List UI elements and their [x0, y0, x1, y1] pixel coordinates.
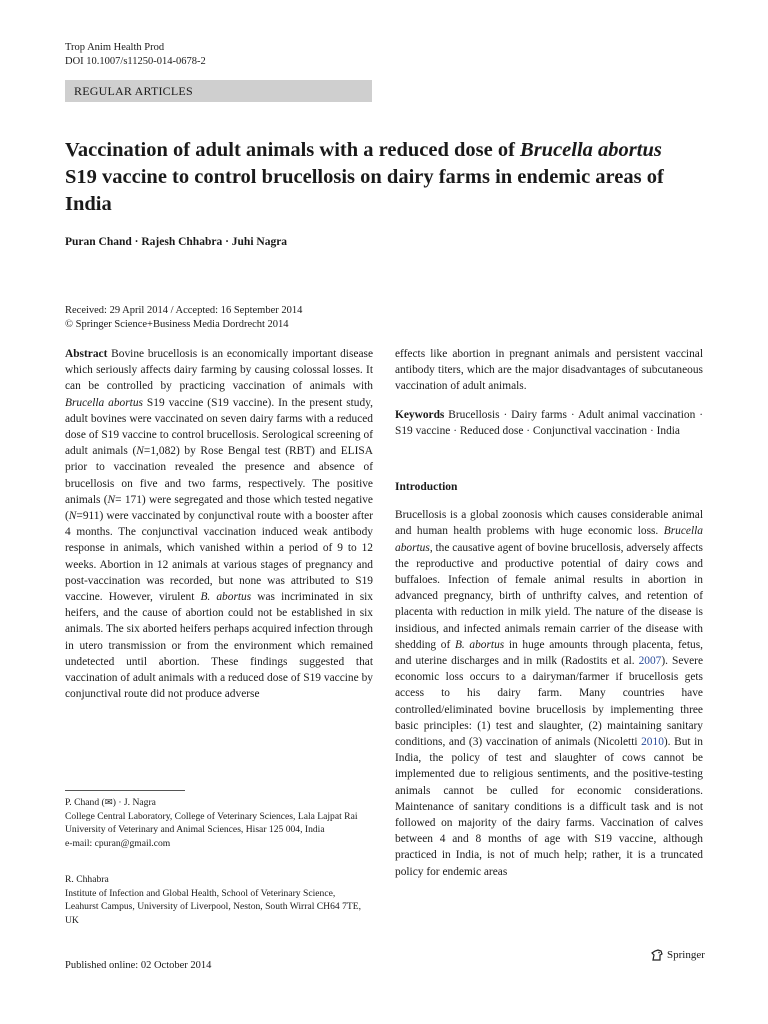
- doi: DOI 10.1007/s11250-014-0678-2: [65, 56, 206, 67]
- reference-link[interactable]: 2007: [638, 655, 662, 668]
- journal-header: [65, 41, 206, 69]
- abstract: Abstract Bovine brucellosis is an economically important disease which seriously affects dairy farming by causing colossal losses. It can be controlled by practicing vaccination of animals with Brucella abortus S19 vaccine (S19 vaccine). In the present study, adult bovines were vaccinated on seven dairy farms with a reduced dose of S19 vaccine to control brucellosis. Serological screening of adult animals (N=1,082) by Rose Bengal test (RBT) and ELISA prior to vaccination revealed the presence and absence of brucellosis on five and two farms, respectively. The positive animals (N= 171) were segregated and those which tested negative (N=911) were vaccinated by conjunctival route with a booster after 4 months. The conjunctival vaccination induced weak antibody response in animals, which vanished within a period of 9 to 12 weeks. Abortion in 12 animals at various stages of pregnancy and post-vaccination was recorded, but none was attributed to S19 vaccine. However, virulent B. abortus was incriminated in six heifers, and the cause of abortion could not be established in six animals. The six aborted heifers perhaps acquired infection through in utero transmission or from the environment which remained undetected until abortion. These findings suggested that vaccination of adult animals with a reduced dose of S19 vaccine by conjunctival route did not produce adverse: [65, 348, 374, 701]
- email[interactable]: e-mail: cpuran@gmail.com: [65, 837, 171, 849]
- received-accepted: Received: 29 April 2014 / Accepted: 16 September 2014: [65, 305, 303, 316]
- keywords: Keywords Brucellosis · Dairy farms · Adult animal vaccination · S19 vaccine · Reduced dose · Conjunctival vaccination · India: [395, 408, 703, 437]
- article-title: Vaccination of adult animals with a reduced dose of Brucella abortus S19 vaccine to control brucellosis on dairy farms in endemic areas of India: [65, 139, 664, 215]
- author-list: Puran Chand · Rajesh Chhabra · Juhi Nagra: [65, 236, 288, 248]
- reference-link[interactable]: 2010: [641, 736, 664, 749]
- footnote-divider: [65, 790, 185, 791]
- section-label: REGULAR ARTICLES: [65, 80, 372, 102]
- publisher-logo: [650, 948, 705, 962]
- publisher-name: Springer: [667, 949, 705, 961]
- affiliation-2: [65, 873, 370, 927]
- abstract-text-continued: was incriminated in six heifers, and the cause of abortion could not be established in six animals. The six aborted heifers perhaps acquired infection through in utero transmission or from the environment which remained undetected until abortion. These findings suggested that vaccination of adult animals with a reduced dose of S19 vaccine by conjunctival route did not produce adverse: [65, 591, 373, 701]
- right-column: [395, 346, 703, 880]
- introduction-heading: Introduction: [395, 481, 458, 494]
- abstract-column: [65, 346, 373, 702]
- abstract-text-end: effects like abortion in pregnant animals and persistent vaccinal antibody titers, which are the major disadvantages of subcutaneous vaccination of adult animals.: [395, 348, 703, 393]
- article-dates: [65, 304, 302, 332]
- affiliation-2-names: R. Chhabra: [65, 874, 109, 885]
- affiliation-1-names: P. Chand (✉) · J. Nagra: [65, 797, 156, 808]
- affiliation-1-address: College Central Laboratory, College of Veterinary Sciences, Lala Lajpat Rai University of Veterinary and Animal Sciences, Hisar 125 004, India: [65, 810, 358, 835]
- journal-name: Trop Anim Health Prod: [65, 42, 165, 53]
- abstract-continued: [395, 346, 703, 395]
- springer-horse-icon: [650, 948, 664, 962]
- keywords-label: Keywords: [395, 408, 445, 421]
- affiliation-2-address: Institute of Infection and Global Health, School of Veterinary Science, Leahurst Campus, University of Liverpool, Neston, South Wirral CH64 7TE, UK: [65, 887, 362, 926]
- introduction-text: Brucellosis is a global zoonosis which causes considerable animal and human health problems with huge economic loss. Brucella abortus, the causative agent of bovine brucellosis, adversely affects the reproductive and productive potential of dairy cows and buffaloes. Infection of female animal results in abortion in advanced pregnancy, birth of unthrifty calves, and retention of placenta with reduction in milk yield. The nature of the disease is insidious, and infected animals remain carrier of the disease with shedding of B. abortus in huge amounts through placenta, fetus, and uterine discharges and in milk (Radostits et al. 2007). Severe economic loss occurs to a dairyman/farmer if brucellosis gets access to his dairy farm. Many countries have controlled/eliminated bovine brucellosis by implementing three basic principles: (1) test and slaughter, (2) maintaining sanitary conditions, and (3) vaccination of animals (Nicoletti 2010). But in India, the policy of test and slaughter of cows cannot be implemented due to religious sentiments, and the positive-testing animals cannot be culled for economic considerations. Maintenance of sanitary conditions is a difficult task and is not followed on majority of the dairy farms. Vaccination of calves between 4 and 8 months of age with S19 vaccine, although practiced in India, is not of much help; rather, it is a truncated policy for endemic areas: [395, 509, 704, 878]
- copyright: © Springer Science+Business Media Dordrecht 2014: [65, 319, 289, 330]
- affiliation-1: [65, 796, 370, 850]
- published-online: Published online: 02 October 2014: [65, 960, 212, 971]
- abstract-label: Abstract: [65, 348, 108, 360]
